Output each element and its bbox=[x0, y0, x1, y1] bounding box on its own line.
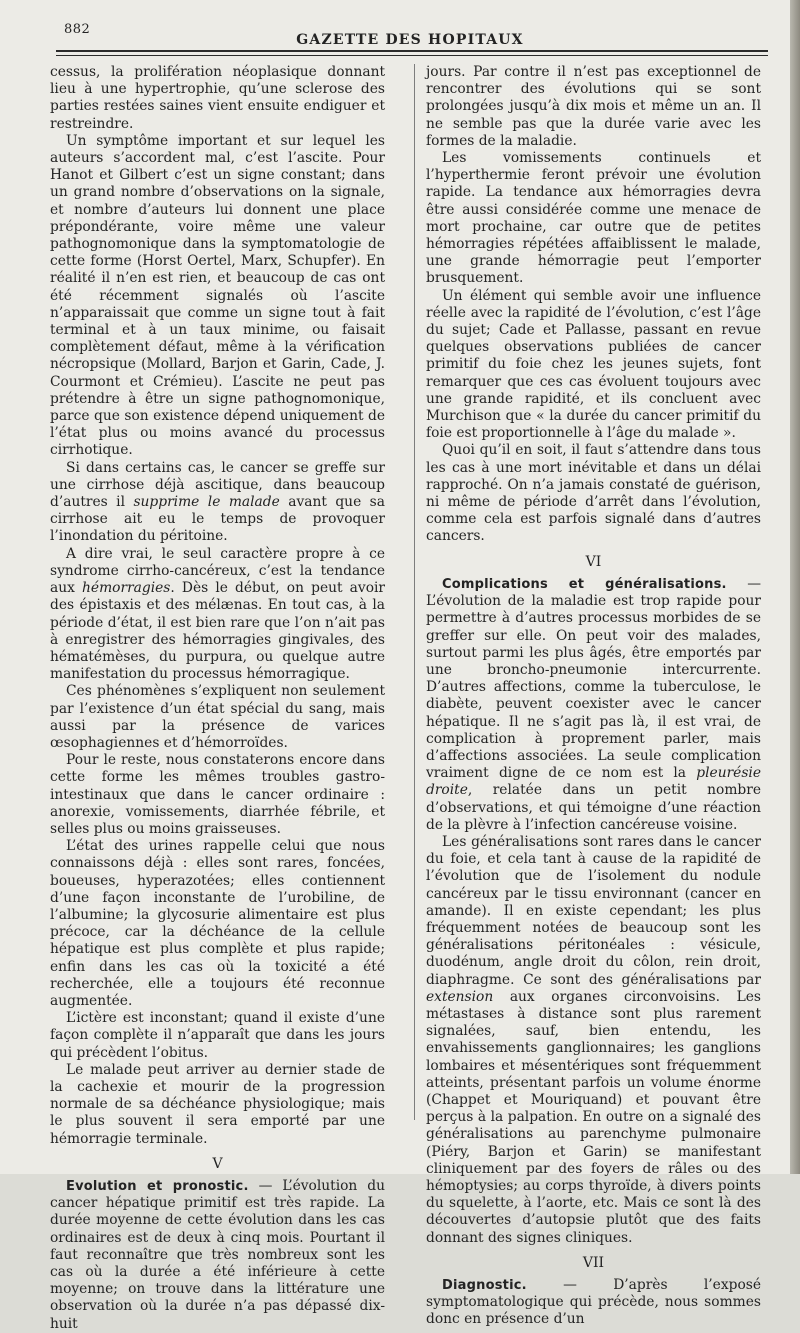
paragraph: jours. Par contre il n’est pas exceptionnel de rencontrer des évolutions qui se sont prolongées jusqu’à dix mois et même un an. Il ne semble pas que la durée varie avec les formes de la maladie. bbox=[426, 64, 761, 149]
section-number: VII bbox=[582, 1254, 605, 1271]
text-run: A dire vrai, le seul caractère propre à ce syndrome cirrho-cancéreux, c’est la tendance aux bbox=[50, 545, 385, 597]
header-rule-thin bbox=[56, 55, 768, 56]
text-run: , relatée dans un petit nombre d’observations, et qui témoigne d’une réaction de la plèvre à l’infection cancéreuse voisine. bbox=[426, 782, 761, 833]
run-in-heading: Evolution et pronostic. bbox=[66, 1179, 249, 1194]
paragraph bbox=[426, 834, 761, 1247]
paragraph: Un symptôme important et sur lequel les auteurs s’accordent mal, c’est l’ascite. Pour Hanot et Gilbert c’est un signe constant; dans un grand nombre d’observations on la signale, et nombre d’auteurs lui donnent une place prépondérante, voire même une valeur pathognomonique dans la symptomatologie de cette forme (Horst Oertel, Marx, Schupfer). En réalité il n’en est rien, et beaucoup de cas ont été récemment signalés où l’ascite n’apparaissait que comme un signe tout à fait terminal et à un taux minime, ou faisait complètement défaut, même à la vérification nécropsique (Mollard, Barjon et Garin, Cade, J. Courmont et Crémieu). L’ascite ne peut pas prétendre à être un signe pathognomonique, parce que son existence dépend uniquement de l’état plus ou moins avancé du processus cirrhotique. bbox=[50, 132, 385, 459]
section-number: VI bbox=[585, 553, 602, 570]
paragraph bbox=[426, 576, 761, 834]
italic-text: hémorragies bbox=[82, 580, 171, 597]
text-run: aux organes circonvoisins. Les métastases à distance sont plus rarement signalées, sauf, bien entendu, les envahissements ganglionnaires; les ganglions lombaires et mésentériques sont fréquemment atteints, présentant parfois un volume énorme (Chappet et Mouriquand) et pouvant être perçus à la palpation. En outre on a signalé des généralisations au parenchyme pulmonaire (Piéry, Barjon et Garin) se manifestant cliniquement par des foyers de râles ou des hémoptysies; au corps thyroïde, à divers points du squelette, à l’aorte, etc. Mais ce sont là des découvertes d’autopsie plutôt que des faits donnant des signes cliniques. bbox=[426, 988, 761, 1246]
text-run: — D’après l’exposé symptomatologique qui précède, nous sommes donc en présence d’un bbox=[426, 1277, 761, 1328]
page-edge bbox=[790, 0, 800, 1174]
text-run: — L’évolution de la maladie est trop rapide pour permettre à d’autres processus morbides de se greffer sur elle. On peut voir des malades, surtout parmi les plus âgés, être emportés par une broncho-pneumonie intercurrente. D’autres affections, comme la tuberculose, le diabète, peuvent coexister avec le cancer hépatique. Il ne s’agit pas là, il est vrai, de complication à proprement parler, mais d’affections associées. La seule complication vraiment digne de ce nom est la bbox=[426, 575, 762, 782]
text-run: avant que sa cirrhose ait eu le temps de provoquer l’inondation du péritoine. bbox=[50, 494, 385, 545]
page-header bbox=[60, 22, 760, 48]
header-rule-thick bbox=[56, 50, 768, 52]
running-title: GAZETTE DES HOPITAUX bbox=[296, 32, 524, 48]
left-column bbox=[50, 64, 385, 1333]
text-run: Si dans certains cas, le cancer se greffe sur une cirrhose déjà ascitique, dans beaucoup d’autres il bbox=[50, 459, 385, 511]
paragraph bbox=[50, 460, 385, 546]
paragraph: Les vomissements continuels et l’hyperthermie feront prévoir une évolution rapide. La tendance aux hémorragies devra être aussi considérée comme une menace de mort prochaine, car outre que de petites hémorragies répétées affaiblissent le malade, une grande hémorragie peut l’emporter brusquement. bbox=[426, 150, 761, 287]
run-in-heading: Diagnostic. bbox=[442, 1278, 527, 1294]
page-number: 882 bbox=[64, 22, 91, 37]
paragraph: L’ictère est inconstant; quand il existe d’une façon complète il n’apparaît que dans les jours qui précèdent l’obitus. bbox=[50, 1010, 385, 1061]
column-divider bbox=[414, 64, 415, 1120]
text-run: Les généralisations sont rares dans le cancer du foie, et cela tant à cause de la rapidité de l’évolution que de l’isolement du nodule cancéreux par le tissu environnant (cancer en amande). Il en existe cependant; les plus fréquemment notées de beaucoup sont les généralisations péritonéales : vésicule, duodénum, angle droit du côlon, rein droit, diaphragme. Ce sont des généralisations par bbox=[426, 833, 761, 988]
paragraph: Un élément qui semble avoir une influence réelle avec la rapidité de l’évolution, c’est l’âge du sujet; Cade et Pallasse, passant en revue quelques observations publiées de cancer primitif du foie chez les jeunes sujets, font remarquer que ces cas évoluent toujours avec une grande rapidité, et ils concluent avec Murchison que « la durée du cancer primitif du foie est proportionnelle à l’âge du malade ». bbox=[426, 287, 761, 442]
paragraph: Pour le reste, nous constaterons encore dans cette forme les mêmes troubles gastro-intestinaux que dans le cancer ordinaire : anorexie, vomissements, diarrhée fébrile, et selles plus ou moins graisseuses. bbox=[50, 752, 385, 837]
italic-text: supprime le malade bbox=[133, 494, 280, 511]
paragraph bbox=[50, 546, 385, 684]
paragraph bbox=[426, 1277, 761, 1329]
text-run: — L’évolution du cancer hépatique primitif est très rapide. La durée moyenne de cette évolution dans les cas ordinaires est de deux à cinq mois. Pourtant il faut reconnaître que très nombreux sont les cas où la durée a été inférieure à cette moyenne; on trouve dans la littérature une observation où la durée n’a pas dépassé dix-huit bbox=[50, 1178, 385, 1332]
text-run: . Dès le début, on peut avoir des épistaxis et des mélænas. En tout cas, à la période d’état, il est bien rare que l’on n’ait pas à enregistrer des hémorragies gingivales, des hématémèses, du purpura, ou quelque autre manifestation du processus hémorragique. bbox=[50, 580, 386, 683]
paragraph: cessus, la prolifération néoplasique donnant lieu à une hypertrophie, qu’une sclerose des parties restées saines vient ensuite endiguer et restreindre. bbox=[50, 64, 385, 132]
paragraph bbox=[50, 1178, 385, 1333]
italic-text: pleurésie droite bbox=[426, 765, 761, 799]
run-in-heading: Complications et généralisations. bbox=[442, 576, 727, 592]
paragraph: L’état des urines rappelle celui que nous connaissons déjà : elles sont rares, foncées, boueuses, hyperazotées; elles contiennent d’une façon inconstante de l’urobiline, de l’albumine; la glycosurie alimentaire est plus précoce, car la déchéance de la cellule hépatique est plus complète et plus rapide; enfin dans les cas où la toxicité a été recherchée, elle a toujours été reconnue augmentée. bbox=[50, 838, 385, 1009]
paragraph: Ces phénomènes s’expliquent non seulement par l’existence d’un état spécial du sang, mais aussi par la présence de varices œsophagiennes et d’hémorroïdes. bbox=[50, 683, 385, 751]
paragraph: Le malade peut arriver au dernier stade de la cachexie et mourir de la progression normale de sa déchéance physiologique; mais le plus souvent il sera emporté par une hémorragie terminale. bbox=[50, 1061, 385, 1147]
paragraph: Quoi qu’il en soit, il faut s’attendre dans tous les cas à une mort inévitable et dans un délai rapproché. On n’a jamais constaté de guérison, ni même de période d’arrêt dans l’évolution, comme cela est parfois signalé dans d’autres cancers. bbox=[426, 442, 761, 545]
right-column bbox=[426, 64, 761, 1329]
section-number: V bbox=[212, 1155, 223, 1172]
italic-text: extension bbox=[426, 988, 494, 1005]
